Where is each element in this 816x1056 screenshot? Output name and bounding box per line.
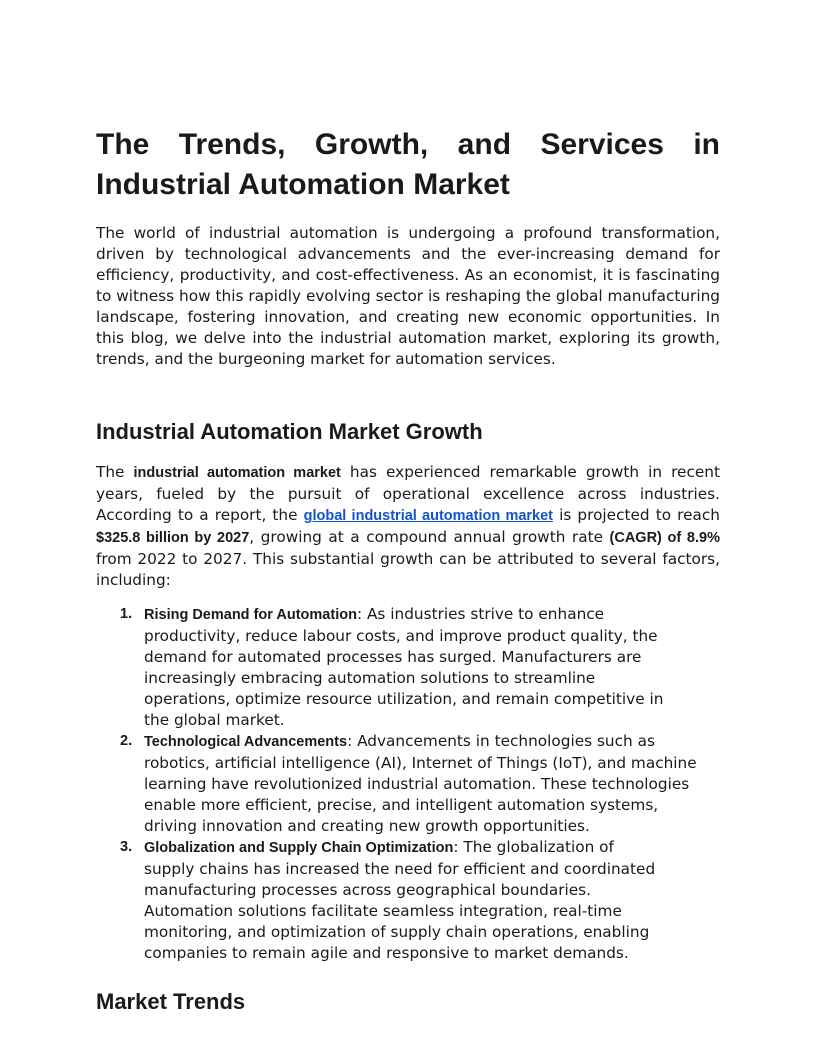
list-item-title: Rising Demand for Automation <box>144 607 357 623</box>
list-item-text: : As industries strive to enhance <box>356 605 605 623</box>
global-market-link[interactable]: global industrial automation market <box>303 508 554 524</box>
title-line-2: Industrial Automation Market <box>96 168 510 201</box>
list-item-text: companies to remain agile and responsive to market demands. <box>144 944 629 962</box>
list-item-text: supply chains has increased the need for efficient and coordinated <box>144 860 656 878</box>
section-heading-growth: Industrial Automation Market Growth <box>96 419 483 444</box>
growth-text-2: is projected to reach <box>553 506 720 524</box>
list-item-title: Globalization and Supply Chain Optimization <box>144 840 454 856</box>
list-item <box>120 731 768 837</box>
list-item-text: demand for automated processes has surged. Manufacturers are <box>144 648 642 666</box>
list-item-text: operations, optimize resource utilization, and remain competitive in <box>144 690 664 708</box>
growth-text-3: , growing at a compound annual growth rate <box>249 528 610 546</box>
list-item-text: manufacturing processes across geographical boundaries. <box>144 881 591 899</box>
list-item-number: 3. <box>120 839 133 855</box>
list-item-text: learning have revolutionized industrial automation. These technologies <box>144 775 690 793</box>
section-heading-trends: Market Trends <box>96 989 246 1014</box>
growth-text-the: The <box>96 463 134 481</box>
list-item-text: : The globalization of <box>453 838 614 856</box>
list-item-text: productivity, reduce labour costs, and improve product quality, the <box>144 627 658 645</box>
growth-text-4: from 2022 to 2027. This substantial growth can be attributed to several factors, including: <box>96 550 720 589</box>
growth-factors-list <box>96 604 768 964</box>
growth-paragraph <box>96 462 720 591</box>
list-item-text: monitoring, and optimization of supply chain operations, enabling <box>144 923 650 941</box>
growth-bold-value: $325.8 billion by 2027 <box>96 530 250 546</box>
list-item-number: 2. <box>120 733 133 749</box>
list-item-number: 1. <box>120 606 133 622</box>
page-title <box>96 125 720 205</box>
intro-paragraph: The world of industrial automation is undergoing a profound transformation, driven by technological advancements and the ever-increasing demand for efficiency, productivity, and cost-effectiveness. As an economist, it is fascinating to witness how this rapidly evolving sector is reshaping the global manufacturing landscape, fostering innovation, and creating new economic opportunities. In this blog, we delve into the industrial automation market, exploring its growth, trends, and the burgeoning market for automation services. <box>96 224 720 368</box>
growth-bold-market: industrial automation market <box>133 465 341 481</box>
list-item <box>120 837 768 964</box>
growth-bold-cagr: (CAGR) of 8.9% <box>609 530 720 546</box>
list-item-text: robotics, artificial intelligence (AI), Internet of Things (IoT), and machine <box>144 754 697 772</box>
list-item-text: enable more efficient, precise, and intelligent automation systems, <box>144 796 659 814</box>
growth-text-1: has experienced remarkable growth in recent years, fueled by the pursuit of operational excellence across industries. According to a report, the <box>96 463 720 524</box>
list-item-text: increasingly embracing automation solutions to streamline <box>144 669 596 687</box>
list-item-title: Technological Advancements <box>144 734 348 750</box>
list-item <box>120 604 768 731</box>
list-item-text: driving innovation and creating new growth opportunities. <box>144 817 590 835</box>
list-item-text: the global market. <box>144 711 285 729</box>
list-item-text: Automation solutions facilitate seamless integration, real-time <box>144 902 622 920</box>
title-line-1: The Trends, Growth, and Services in <box>96 128 720 161</box>
list-item-text: : Advancements in technologies such as <box>347 732 655 750</box>
